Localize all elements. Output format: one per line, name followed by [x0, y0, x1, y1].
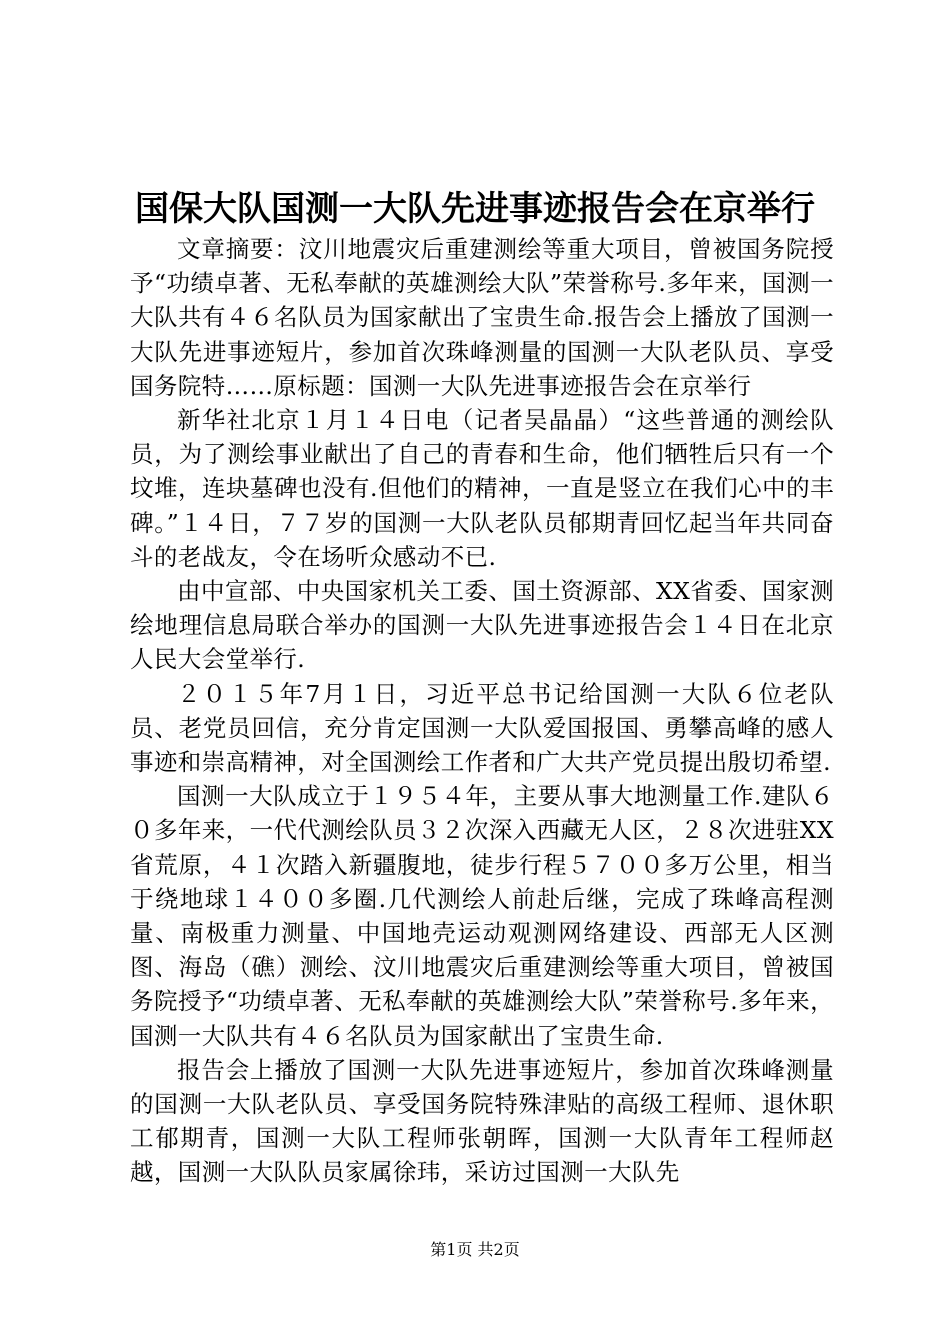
paragraph-reply-letter: ２０１５年7月１日，习近平总书记给国测一大队６位老队员、老党员回信，充分肯定国测一大队爱国报国、勇攀高峰的感人事迹和崇高精神，对全国测绘工作者和广大共产党员提出殷切希望. — [130, 679, 834, 777]
paragraph-xinhua-report: 新华社北京１月１４日电（记者吴晶晶）“这些普通的测绘队员，为了测绘事业献出了自己的青春和生命，他们牺牲后只有一个坟堆，连块墓碑也没有.但他们的精神，一直是竖立在我们心中的丰碑。”１４日，７７岁的国测一大队老队员郁期青回忆起当年共同奋斗的老战友，令在场听众感动不已. — [130, 406, 834, 571]
paragraph-abstract: 文章摘要：汶川地震灾后重建测绘等重大项目，曾被国务院授予“功绩卓著、无私奉献的英雄测绘大队”荣誉称号.多年来，国测一大队共有４６名队员为国家献出了宝贵生命.报告会上播放了国测一大队先进事迹短片，参加首次珠峰测量的国测一大队老队员、享受国务院特……原标题：国测一大队先进事迹报告会在京举行 — [130, 235, 834, 400]
page-footer: 第1页 共2页 — [430, 1240, 520, 1259]
paragraph-report-meeting: 报告会上播放了国测一大队先进事迹短片，参加首次珠峰测量的国测一大队老队员、享受国务院特殊津贴的高级工程师、退休职工郁期青，国测一大队工程师张朝晖，国测一大队青年工程师赵越，国测一大队队员家属徐玮，采访过国测一大队先 — [130, 1055, 834, 1187]
document-body — [130, 232, 834, 1190]
document-title: 国保大队国测一大队先进事迹报告会在京举行 — [135, 189, 815, 229]
paragraph-organizers: 由中宣部、中央国家机关工委、国土资源部、XX省委、国家测绘地理信息局联合举办的国测一大队先进事迹报告会１４日在北京人民大会堂举行. — [130, 577, 834, 674]
paragraph-team-history: 国测一大队成立于１９５４年，主要从事大地测量工作.建队６０多年来，一代代测绘队员３２次深入西藏无人区，２８次进驻XX省荒原，４１次踏入新疆腹地，徒步行程５７００多万公里，相当于绕地球１４００多圈.几代测绘人前赴后继，完成了珠峰高程测量、南极重力测量、中国地壳运动观测网络建设、西部无人区测图、海岛（礁）测绘、汶川地震灾后重建测绘等重大项目，曾被国务院授予“功绩卓著、无私奉献的英雄测绘大队”荣誉称号.多年来，国测一大队共有４６名队员为国家献出了宝贵生命. — [130, 782, 834, 1050]
